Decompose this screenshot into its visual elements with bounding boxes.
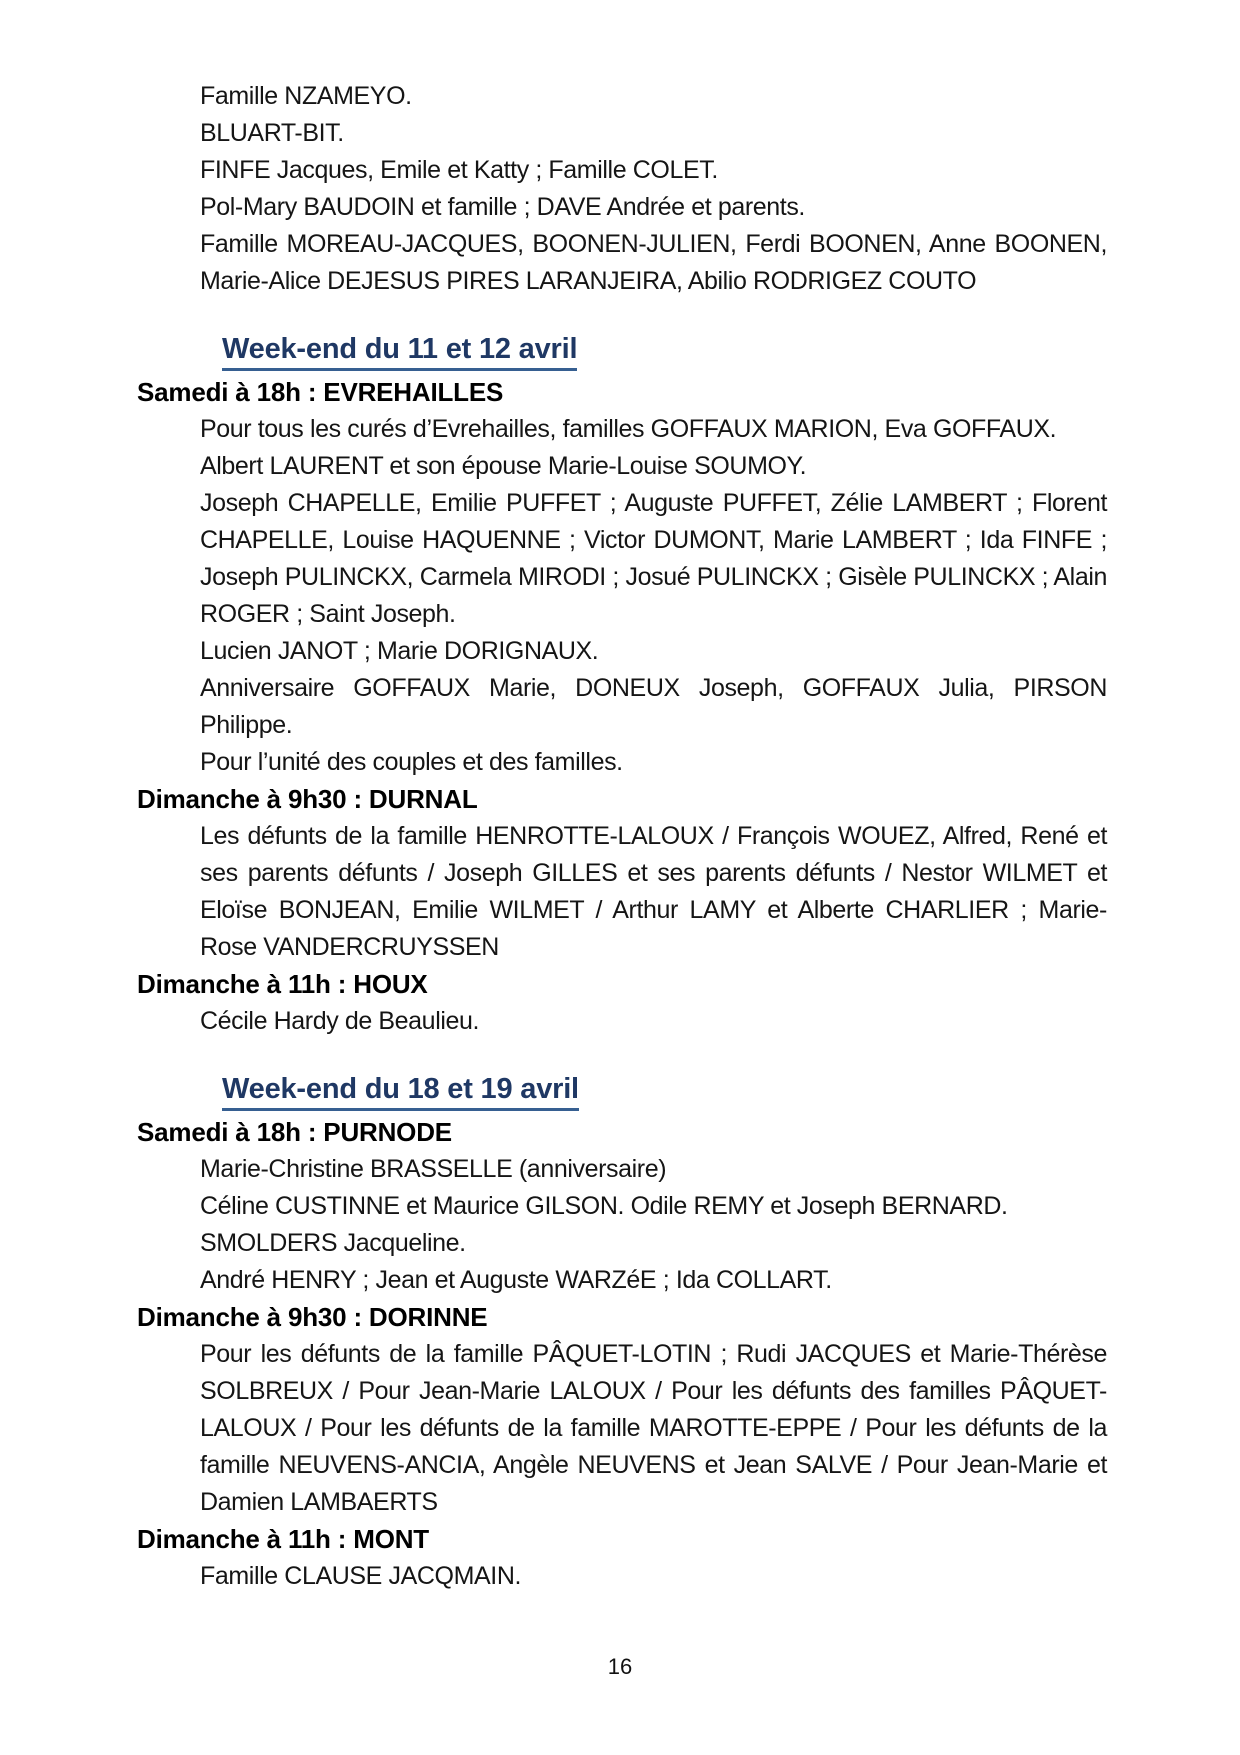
intentions-paragraph: Cécile Hardy de Beaulieu. xyxy=(200,1007,480,1035)
intentions-paragraph: Céline CUSTINNE et Maurice GILSON. Odile REMY et Joseph BERNARD. xyxy=(200,1192,1008,1220)
mass-time-location: Dimanche à 9h30 : DORINNE xyxy=(137,1302,488,1332)
mass-entry xyxy=(137,781,1107,966)
intentions-paragraph: Marie-Christine BRASSELLE (anniversaire) xyxy=(200,1155,667,1183)
page-number: 16 xyxy=(607,1654,633,1679)
weekend-section xyxy=(137,1070,1107,1595)
mass-entry xyxy=(137,374,1107,781)
mass-entry xyxy=(137,966,1107,1040)
section-heading-text: Week-end du 11 et 12 avril xyxy=(222,333,577,371)
intentions-paragraph: FINFE Jacques, Emile et Katty ; Famille COLET. xyxy=(200,156,718,184)
mass-intentions xyxy=(137,1558,1107,1595)
intentions-paragraph: Famille NZAMEYO. xyxy=(200,82,412,110)
intentions-paragraph: Joseph CHAPELLE, Emilie PUFFET ; Auguste PUFFET, Zélie LAMBERT ; Florent CHAPELLE, Louise HAQUENNE ; Victor DUMONT, Marie LAMBERT ; Ida FINFE ; Joseph PULINCKX, Carmela MIRODI ; Josué PULINCKX ; Gisèle PULINCKX ; Alain ROGER ; Saint Joseph. xyxy=(200,489,1107,628)
intentions-paragraph: SMOLDERS Jacqueline. xyxy=(200,1229,466,1257)
mass-time-location: Dimanche à 11h : MONT xyxy=(137,1524,429,1554)
mass-entry xyxy=(137,1114,1107,1299)
intentions-paragraph: Lucien JANOT ; Marie DORIGNAUX. xyxy=(200,637,599,665)
intentions-paragraph: Anniversaire GOFFAUX Marie, DONEUX Joseph, GOFFAUX Julia, PIRSON Philippe. xyxy=(200,674,1107,739)
section-heading xyxy=(222,330,1107,368)
section-entries xyxy=(137,374,1107,1040)
sections-container xyxy=(137,330,1107,1595)
intentions-paragraph: Les défunts de la famille HENROTTE-LALOUX / François WOUEZ, Alfred, René et ses parents défunts / Joseph GILLES et ses parents défunts / Nestor WILMET et Eloïse BONJEAN, Emilie WILMET / Arthur LAMY et Alberte CHARLIER ; Marie-Rose VANDERCRUYSSEN xyxy=(200,822,1107,961)
mass-intentions xyxy=(137,411,1107,781)
mass-time-location: Samedi à 18h : EVREHAILLES xyxy=(137,377,504,407)
intentions-paragraph: Famille CLAUSE JACQMAIN. xyxy=(200,1562,522,1590)
intentions-paragraph: Albert LAURENT et son épouse Marie-Louise SOUMOY. xyxy=(200,452,807,480)
intentions-paragraph: Pour l’unité des couples et des familles. xyxy=(200,748,623,776)
intentions-paragraph: Pol-Mary BAUDOIN et famille ; DAVE Andrée et parents. xyxy=(200,193,805,221)
intentions-paragraph: Pour les défunts de la famille PÂQUET-LOTIN ; Rudi JACQUES et Marie-Thérèse SOLBREUX / Pour Jean-Marie LALOUX / Pour les défunts des familles PÂQUET-LALOUX / Pour les défunts de la famille MAROTTE-EPPE / Pour les défunts de la famille NEUVENS-ANCIA, Angèle NEUVENS et Jean SALVE / Pour Jean-Marie et Damien LAMBAERTS xyxy=(200,1340,1107,1516)
mass-intentions xyxy=(137,1003,1107,1040)
mass-entry xyxy=(137,1299,1107,1521)
intentions-paragraph: Famille MOREAU-JACQUES, BOONEN-JULIEN, Ferdi BOONEN, Anne BOONEN, Marie-Alice DEJESUS PIRES LARANJEIRA, Abilio RODRIGEZ COUTO xyxy=(200,230,1107,295)
intro-block xyxy=(137,78,1107,300)
intentions-paragraph: Pour tous les curés d’Evrehailles, familles GOFFAUX MARION, Eva GOFFAUX. xyxy=(200,415,1057,443)
intentions-paragraph: André HENRY ; Jean et Auguste WARZéE ; Ida COLLART. xyxy=(200,1266,832,1294)
mass-intentions xyxy=(137,1151,1107,1299)
mass-entry xyxy=(137,1521,1107,1595)
mass-time-location: Dimanche à 9h30 : DURNAL xyxy=(137,784,478,814)
mass-intentions xyxy=(137,818,1107,966)
mass-intentions xyxy=(137,1336,1107,1521)
intentions-paragraph: BLUART-BIT. xyxy=(200,119,344,147)
mass-time-location: Samedi à 18h : PURNODE xyxy=(137,1117,452,1147)
weekend-section xyxy=(137,330,1107,1040)
section-entries xyxy=(137,1114,1107,1595)
section-heading xyxy=(222,1070,1107,1108)
mass-time-location: Dimanche à 11h : HOUX xyxy=(137,969,428,999)
section-heading-text: Week-end du 18 et 19 avril xyxy=(222,1073,579,1111)
